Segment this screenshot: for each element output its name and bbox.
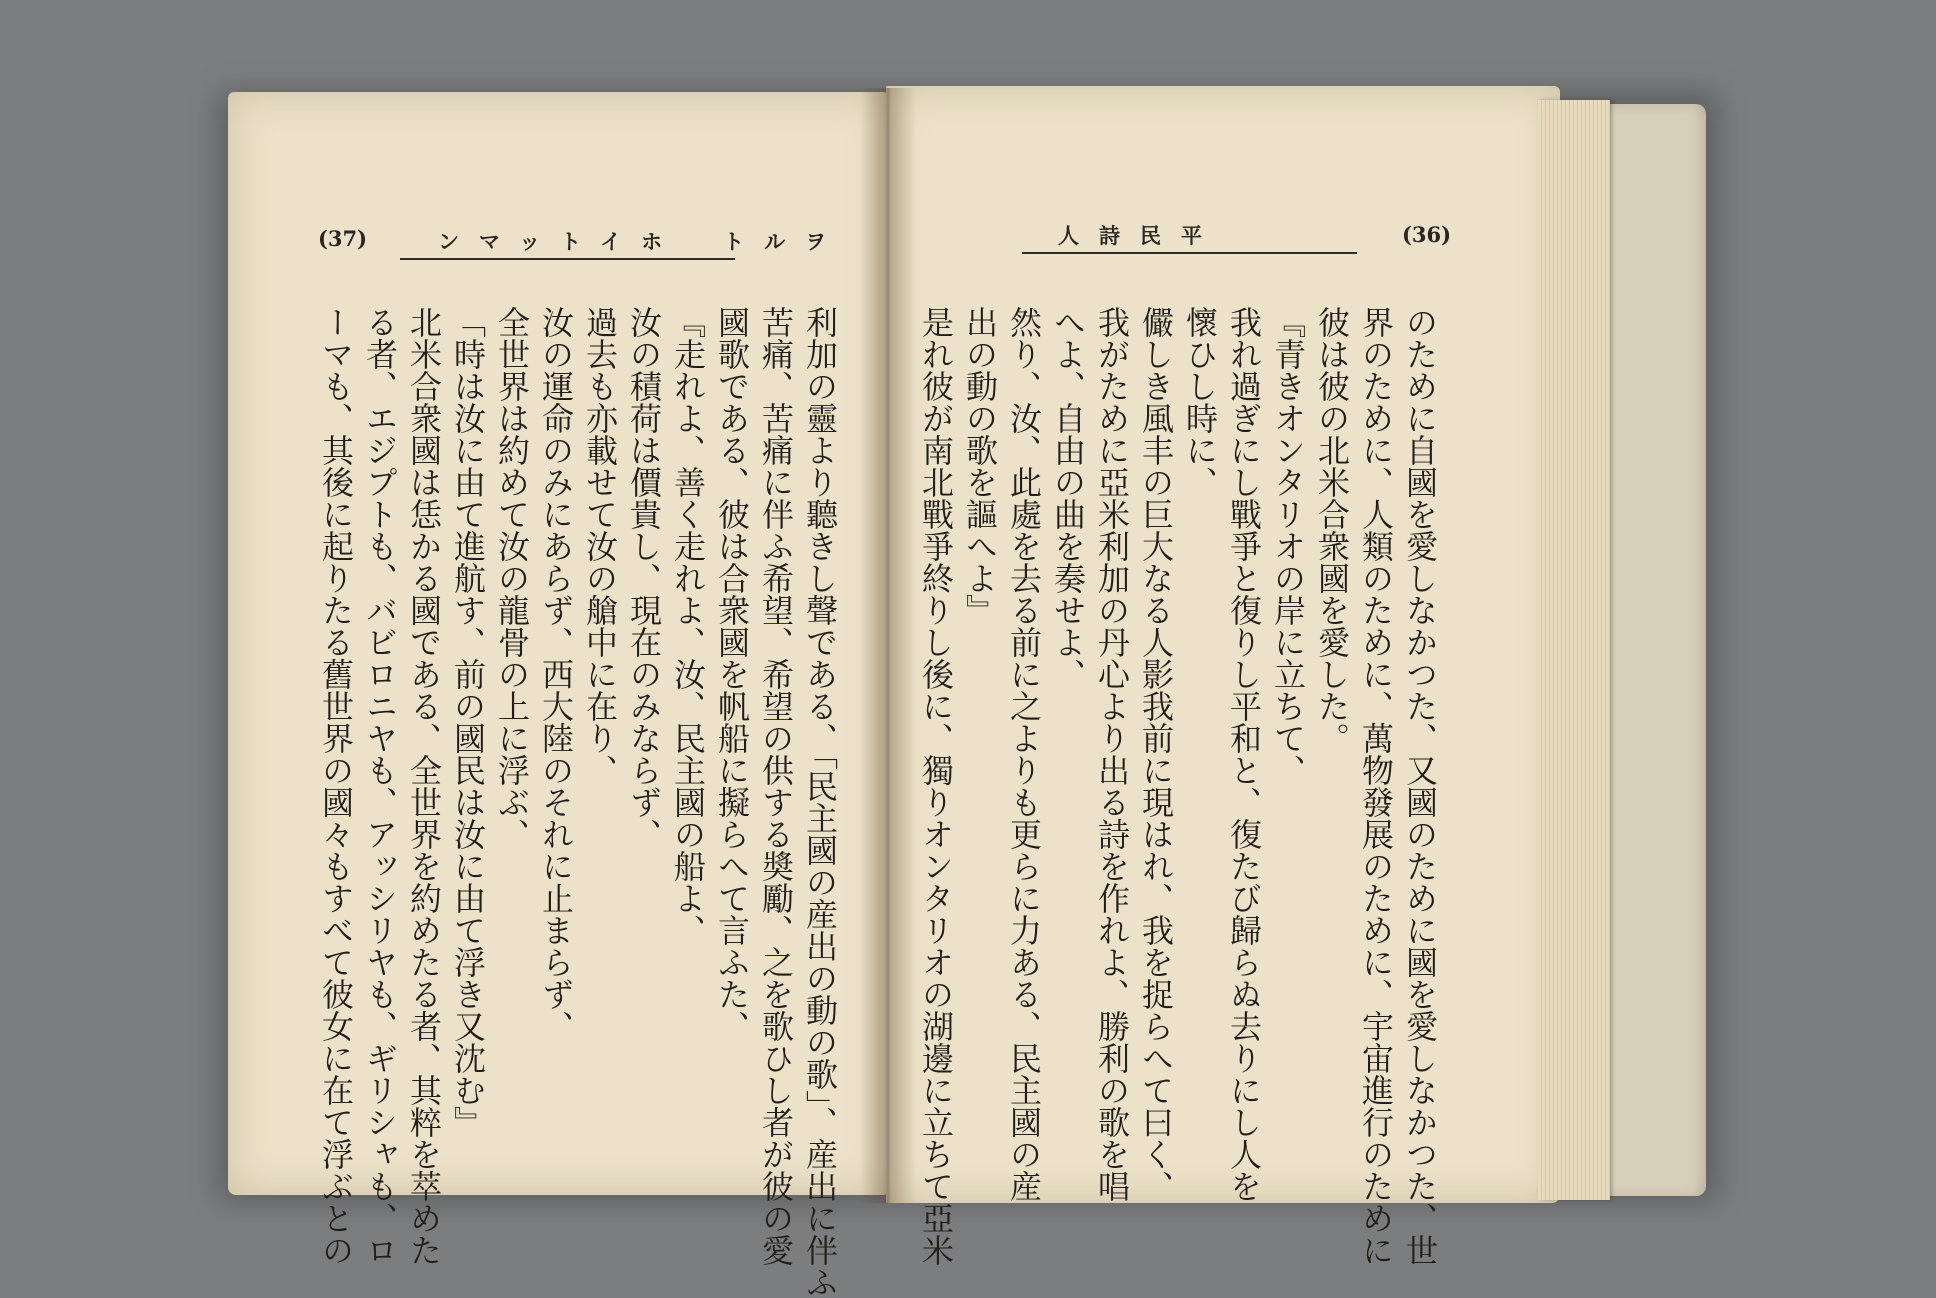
left-text-column: 利加の靈より聽きし聲である、「民主國の産出の動の歌」、産出に伴ふ xyxy=(801,306,839,1298)
right-text-column: 我がために亞米利加の丹心より出る詩を作れよ、勝利の歌を唱 xyxy=(1093,306,1131,1202)
left-text-column: 汝の運命のみにあらず、西大陸のそれに止まらず、 xyxy=(537,306,575,1042)
right-text-column: 我れ過ぎにし戰爭と復りし平和と、復たび歸らぬ去りにし人を xyxy=(1225,306,1263,1202)
left-page-number: (37) xyxy=(318,226,368,251)
left-running-title: ンマットイホ トルヲ xyxy=(438,229,847,254)
right-text-column: へよ、自由の曲を奏せよ、 xyxy=(1049,306,1087,690)
right-text-column: 是れ彼が南北戰爭終りし後に、獨りオンタリオの湖邊に立ちて亞米 xyxy=(917,306,955,1266)
left-header-rule xyxy=(400,258,735,260)
right-header-rule xyxy=(1022,252,1357,254)
left-text-column: る者、エジプトも、バビロニヤも、アッシリヤも、ギリシャも、ロ xyxy=(361,306,399,1266)
right-text-column: 懷ひし時に、 xyxy=(1181,306,1219,498)
right-text-column: 然り、汝、此處を去る前に之よりも更らに力ある、民主國の産 xyxy=(1005,306,1043,1202)
right-page-number: (36) xyxy=(1402,222,1452,247)
back-cover xyxy=(1606,104,1706,1196)
right-running-title: 人詩民平 xyxy=(1058,223,1222,248)
right-text-column: 儼しき風丰の巨大なる人影我前に現はれ、我を捉らへて曰く、 xyxy=(1137,306,1175,1202)
right-text-column: 彼は彼の北米合衆國を愛した。 xyxy=(1313,306,1351,754)
left-text-column: 汝の積荷は價貴し、現在のみならず、 xyxy=(625,306,663,850)
left-text-column: ーマも、其後に起りたる舊世界の國々もすべて彼女に在て浮ぶとの xyxy=(317,306,355,1266)
left-text-column: 『走れよ、善く走れよ、汝、民主國の船よ、 xyxy=(669,306,707,946)
left-text-column: 過去も亦載せて汝の艙中に在り、 xyxy=(581,306,619,786)
left-text-column: 「時は汝に由て進航す、前の國民は汝に由て浮き又沈む』 xyxy=(449,306,487,1138)
left-text-column: 國歌である、彼は合衆國を帆船に擬らへて言ふた、 xyxy=(713,306,751,1042)
left-text-column: 苦痛、苦痛に伴ふ希望、希望の供する奬勵、之を歌ひし者が彼の愛 xyxy=(757,306,795,1266)
right-text-column: 出の動の歌を謳へよ』 xyxy=(961,306,999,626)
page-edges xyxy=(1538,100,1610,1200)
right-text-column: 『青きオンタリオの岸に立ちて、 xyxy=(1269,306,1307,786)
book-gutter xyxy=(860,88,916,1203)
left-text-column: 全世界は約めて汝の龍骨の上に浮ぶ、 xyxy=(493,306,531,850)
right-text-column: 界のために、人類のために、萬物發展のために、宇宙進行のために xyxy=(1357,306,1395,1266)
right-text-column: のために自國を愛しなかつた、又國のために國を愛しなかつた、世 xyxy=(1401,306,1439,1266)
left-text-column: 北米合衆國は恁かる國である、全世界を約めたる者、其粹を萃めた xyxy=(405,306,443,1266)
